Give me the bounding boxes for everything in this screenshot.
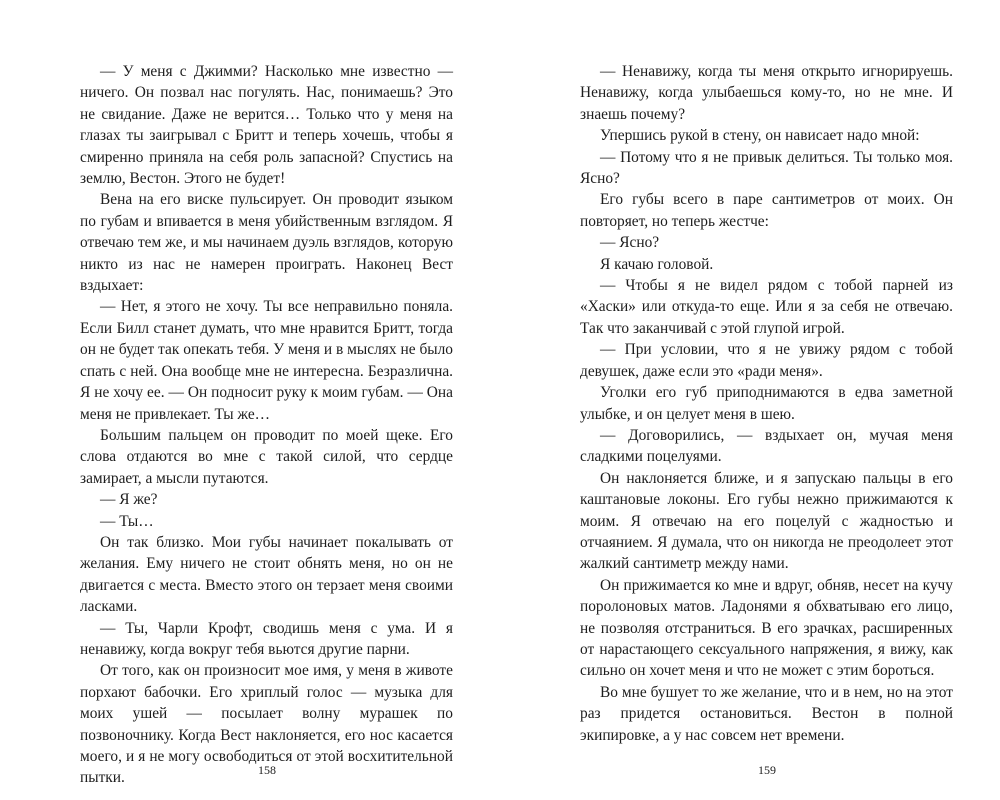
paragraph: Упершись рукой в стену, он нависает надо мной:: [600, 127, 920, 145]
paragraph: Большим пальцем он проводит по моей щеке. Его слова отдаются во мне с такой силой, что сердце замирает, а мысли путаются.: [80, 426, 453, 487]
paragraph: — Чтобы я не видел рядом с тобой парней из «Хаски» или откуда-то еще. Или я за себя не отвечаю. Так что заканчивай с этой глупой игрой.: [580, 277, 953, 337]
right-page: [500, 0, 1000, 800]
right-page-number: 159: [758, 763, 776, 777]
paragraph: Он прижимается ко мне и вдруг, обняв, несет на кучу поролоновых матов. Ладонями я обхватываю его лицо, не позволяя отстраниться. В его зрачках, расширенных от нарастающего сексуального напряжения, я вижу, как сильно он хочет меня и что не может с этим бороться.: [580, 576, 953, 680]
paragraph: — Я же?: [100, 491, 158, 509]
paragraph: Во мне бушует то же желание, что и в нем, но на этот раз придется остановиться. Вестон в полной экипировке, а у нас совсем нет времени.: [580, 683, 953, 744]
paragraph: — Ты…: [100, 512, 154, 530]
paragraph: Я качаю головой.: [600, 255, 714, 273]
paragraph: — При условии, что я не увижу рядом с тобой девушек, даже если это «ради меня».: [580, 341, 953, 380]
paragraph: Уголки его губ приподнимаются в едва заметной улыбке, и он целует меня в шею.: [580, 384, 953, 423]
right-page-text: [580, 61, 953, 746]
left-page-text: [80, 61, 453, 789]
paragraph: — Ненавижу, когда ты меня открыто игнорируешь. Ненавижу, когда улыбаешься кому-то, но не мне. И знаешь почему?: [580, 63, 953, 123]
paragraph: — Ты, Чарли Крофт, сводишь меня с ума. И я ненавижу, когда вокруг тебя вьются другие парни.: [80, 619, 453, 658]
paragraph: — Договорились, — вздыхает он, мучая меня сладкими поцелуями.: [580, 426, 953, 466]
paragraph: Он так близко. Мои губы начинает покалывать от желания. Ему ничего не стоит обнять меня, но он не двигается с места. Вместо этого он терзает меня своими ласками.: [80, 533, 453, 616]
paragraph: От того, как он произносит мое имя, у меня в животе порхают бабочки. Его хриплый голос — музыка для моих ушей — посылает волну мурашек по позвоночнику. Когда Вест наклоняется, его нос касается моего, и я не могу освободиться от этой восхитительной пытки.: [80, 662, 453, 787]
paragraph: Вена на его виске пульсирует. Он проводит языком по губам и впивается в меня убийственным взглядом. Я отвечаю тем же, и мы начинаем дуэль взглядов, которую никто из нас не намерен проиграть. Наконец Вест вздыхает:: [80, 191, 453, 295]
paragraph: — Ясно?: [600, 234, 660, 252]
paragraph: — Нет, я этого не хочу. Ты все неправильно поняла. Если Билл станет думать, что мне нравится Бритт, тогда он не будет так опекать тебя. У меня и в мыслях не было спать с ней. Она вообще мне не интересна. Безразлична. Я не хочу ее. — Он подносит руку к моим губам. — Она меня не привлекает. Ты же…: [80, 298, 453, 423]
paragraph: — Потому что я не привык делиться. Ты только моя. Ясно?: [580, 148, 953, 188]
left-page-number: 158: [258, 763, 276, 777]
paragraph: Его губы всего в паре сантиметров от моих. Он повторяет, но теперь жестче:: [580, 191, 953, 230]
paragraph: Он наклоняется ближе, и я запускаю пальцы в его каштановые локоны. Его губы нежно прижимаются к моим. Я отвечаю на его поцелуй с жадностью и отчаянием. Я думала, что он никогда не преодолеет этот жалкий сантиметр между нами.: [580, 469, 953, 573]
paragraph: — У меня с Джимми? Насколько мне известно — ничего. Он позвал нас погулять. Нас, понимаешь? Это не свидание. Даже не верится… Только что у меня на глазах ты заигрывал с Бритт и теперь хочешь, чтобы я смиренно приняла на себя роль запасной? Спустись на землю, Вестон. Этого не будет!: [80, 63, 453, 188]
